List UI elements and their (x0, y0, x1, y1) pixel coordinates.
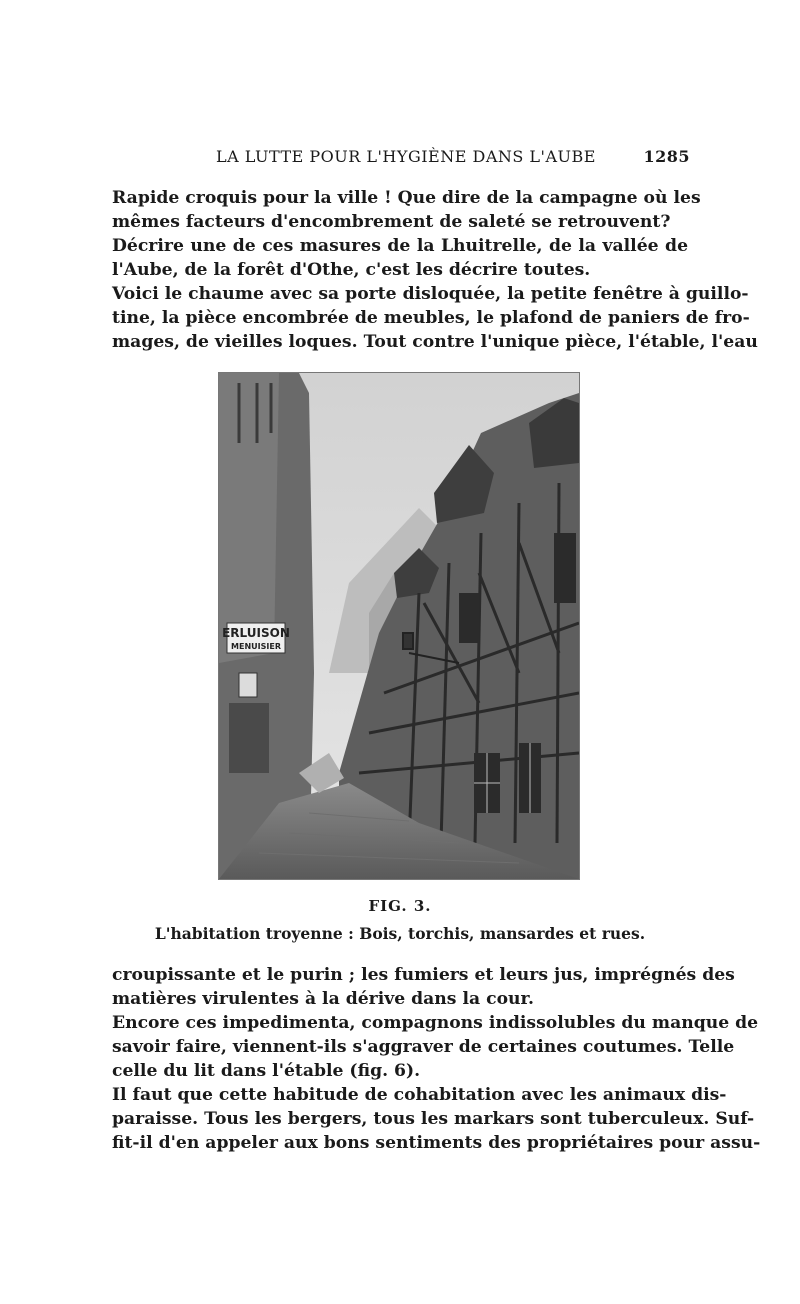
text-line: celle du lit dans l'étable (fig. 6). (112, 1061, 421, 1081)
shop-sign-trade: MENUISIER (231, 642, 281, 651)
text-line: Il faut que cette habitude de cohabitation avec les animaux dis- (112, 1085, 727, 1105)
text-line: mêmes facteurs d'encombrement de saleté se retrouvent? (112, 212, 671, 232)
text-line: Décrire une de ces masures de la Lhuitrelle, de la vallée de (112, 236, 688, 256)
running-title: LA LUTTE POUR L'HYGIÈNE DANS L'AUBE (216, 147, 596, 166)
text-line: croupissante et le purin ; les fumiers et leurs jus, imprégnés des (112, 965, 735, 985)
text-line: matières virulentes à la dérive dans la cour. (112, 989, 534, 1009)
shop-sign-name: ERLUISON (222, 626, 290, 640)
text-line: savoir faire, viennent-ils s'aggraver de certaines coutumes. Telle (112, 1037, 735, 1057)
photo-illustration (219, 373, 579, 879)
text-line: paraisse. Tous les bergers, tous les markars sont tuberculeux. Suf- (112, 1109, 755, 1129)
text-line: Rapide croquis pour la ville ! Que dire de la campagne où les (112, 188, 701, 208)
text-line: Voici le chaume avec sa porte disloquée, la petite fenêtre à guillo- (112, 284, 749, 304)
body-text-bottom (112, 963, 761, 1155)
street-photograph (218, 372, 580, 880)
text-line: mages, de vieilles loques. Tout contre l'unique pièce, l'étable, l'eau (112, 332, 758, 352)
text-line: tine, la pièce encombrée de meubles, le plafond de paniers de fro- (112, 308, 750, 328)
body-text-top (112, 186, 758, 354)
figure-label: FIG. 3. (368, 897, 432, 915)
text-line: fit-il d'en appeler aux bons sentiments des propriétaires pour assu- (112, 1133, 761, 1153)
page-number: 1285 (643, 147, 690, 166)
text-line: Encore ces impedimenta, compagnons indissolubles du manque de (112, 1013, 759, 1033)
figure-caption: L'habitation troyenne : Bois, torchis, mansardes et rues. (154, 924, 646, 943)
running-header (112, 147, 690, 173)
text-line: l'Aube, de la forêt d'Othe, c'est les décrire toutes. (112, 260, 591, 280)
